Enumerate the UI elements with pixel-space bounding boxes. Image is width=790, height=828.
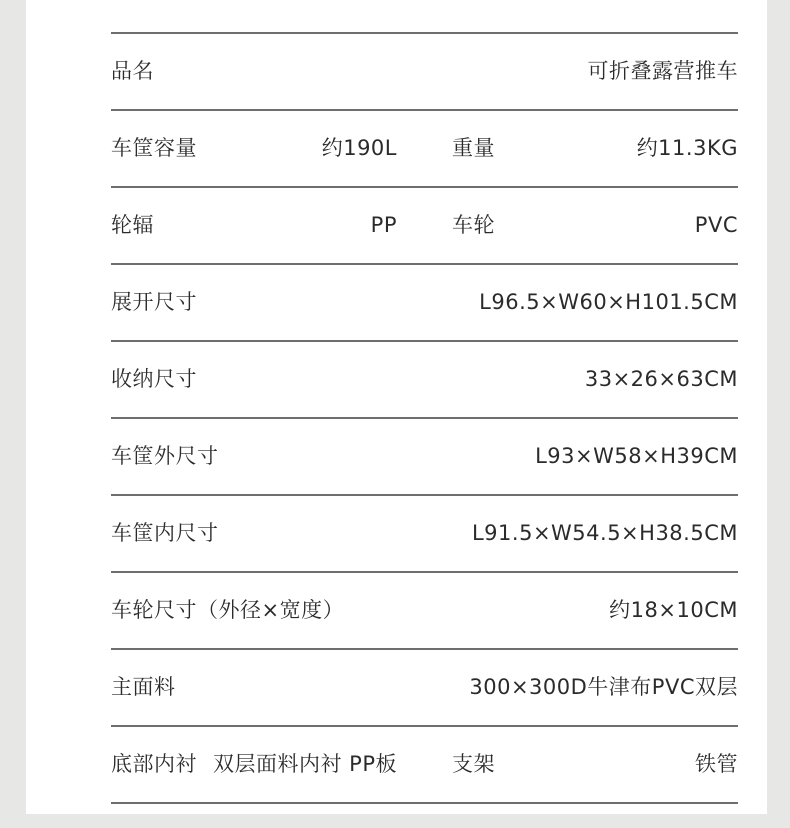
spec-row-product-name — [111, 34, 738, 111]
spec-label-2: 车轮 — [452, 213, 495, 237]
spec-value: 约18×10CM — [609, 598, 738, 622]
spec-value: PP — [370, 213, 397, 237]
spec-row-capacity-weight — [111, 111, 738, 188]
spec-label: 车筐外尺寸 — [111, 444, 219, 468]
spec-label: 轮辐 — [111, 213, 154, 237]
spec-row-main-fabric — [111, 650, 738, 727]
spec-sheet — [26, 0, 767, 814]
spec-value: L96.5×W60×H101.5CM — [479, 290, 738, 314]
spec-row-wheel-size — [111, 573, 738, 650]
spec-label: 车轮尺寸（外径×宽度） — [111, 598, 345, 622]
spec-row-basket-inner-size — [111, 496, 738, 573]
spec-row-spokes-wheels — [111, 188, 738, 265]
spec-value: 33×26×63CM — [584, 367, 738, 391]
spec-row-basket-outer-size — [111, 419, 738, 496]
spec-value: 约190L — [321, 136, 397, 160]
spec-value: L91.5×W54.5×H38.5CM — [471, 521, 738, 545]
spec-value-2: 铁管 — [695, 752, 738, 776]
spec-row-folded-size — [111, 342, 738, 419]
spec-row-bottom-lining-frame — [111, 727, 738, 804]
spec-label: 品名 — [111, 59, 154, 83]
spec-label: 收纳尺寸 — [111, 367, 197, 391]
spec-label-2: 重量 — [452, 136, 495, 160]
spec-label: 车筐内尺寸 — [111, 521, 219, 545]
spec-value: 可折叠露营推车 — [587, 59, 738, 83]
spec-value: 双层面料内衬 PP板 — [212, 752, 397, 776]
spec-value: L93×W58×H39CM — [535, 444, 738, 468]
spec-value-2: 约11.3KG — [636, 136, 738, 160]
spec-label: 主面料 — [111, 675, 176, 699]
spec-table — [111, 32, 738, 804]
spec-row-unfolded-size — [111, 265, 738, 342]
spec-label: 展开尺寸 — [111, 290, 197, 314]
spec-value: 300×300D牛津布PVC双层 — [469, 675, 738, 699]
spec-label: 车筐容量 — [111, 136, 197, 160]
spec-label-2: 支架 — [452, 752, 495, 776]
spec-value-2: PVC — [694, 213, 738, 237]
spec-label: 底部内衬 — [111, 752, 197, 776]
